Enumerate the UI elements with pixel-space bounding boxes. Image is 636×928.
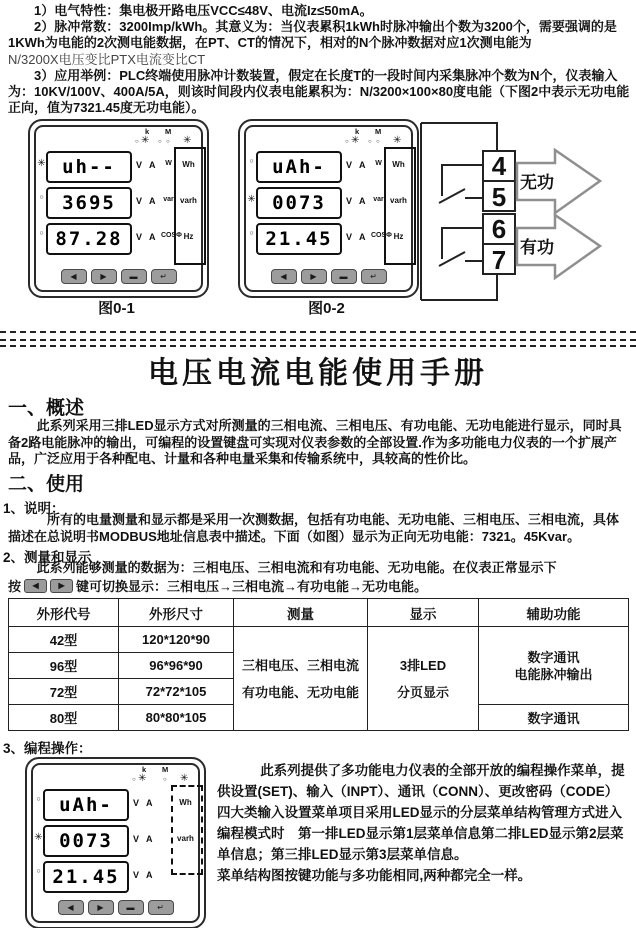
mega-label: M (162, 765, 169, 774)
unit-label: A (146, 834, 153, 844)
enter-button: ↵ (361, 269, 387, 284)
unit-label: V (133, 870, 140, 880)
aux-line1: 数字通讯 (527, 649, 580, 665)
meter-button-row (246, 269, 411, 284)
meter-panel (244, 125, 413, 292)
mega-label: M (165, 127, 172, 136)
reactive-label: 无功 (520, 173, 554, 192)
col-header-display: 显示 (368, 599, 479, 627)
set-button: ▬ (121, 269, 147, 284)
terminal-number: 7 (491, 245, 507, 275)
key-line-prefix: 按 (8, 579, 22, 594)
unit-label: A (359, 160, 366, 170)
unit-label-boxed: Wh (392, 160, 405, 169)
dimensions-cell: 96*96*90 (119, 653, 234, 679)
model-code-cell: 72型 (9, 679, 119, 705)
programming-paragraph-1: 此系列提供了多功能电力仪表的全部开放的编程操作菜单，提供设置(SET)、输入（INPT）、通讯（CONN）、更改密码（CODE）四大类输入设置菜单项目采用LED显示的分层菜单结构管理方式进入编程模式时 第一排LED显示第1层菜单信息第二排LED显示第2层菜单信息；第三排LED显示第3层菜单信息。 (217, 763, 625, 862)
meter-button-row (36, 269, 201, 284)
intro-paragraph-2: 2）脉冲常数：3200Imp/kWh。其意义为：当仪表累积1kWh时脉冲输出个数为3200个，需要强调的是1KWh为电能的2次测电能数据，在PT、CT的情况下，相对的N个脉冲数据对应1次测电能为 (8, 19, 617, 51)
meter-unit-indicators (36, 127, 201, 149)
unit-label: V (133, 834, 140, 844)
wire (421, 274, 497, 300)
dot-indicator-icon: ○ (376, 139, 380, 145)
right-arrow-button: ▶ (91, 269, 117, 284)
kilo-label: k (355, 127, 360, 136)
dot-indicator-icon: ○ (36, 796, 41, 803)
unit-label: A (359, 232, 366, 242)
lcd-display-row1: uAh- (256, 151, 342, 183)
right-arrow-button: ▶ (50, 579, 73, 593)
meter-figure-0-1 (28, 119, 209, 298)
lcd-display-row3: 21.45 (43, 861, 129, 893)
table-header-row (9, 599, 629, 627)
dot-indicator-icon: ○ (36, 868, 41, 875)
col-header-aux-function: 辅助功能 (479, 599, 629, 627)
dot-indicator-icon: ○ (368, 139, 372, 145)
unit-label-boxed: Wh (182, 160, 195, 169)
set-button: ▬ (118, 900, 144, 915)
page-title: 电压电流电能使用手册 (148, 357, 488, 390)
right-arrow-button: ▶ (301, 269, 327, 284)
enter-button: ↵ (151, 269, 177, 284)
dot-indicator-icon: ○ (135, 139, 139, 145)
flash-indicator-icon: ✳ (180, 773, 189, 784)
unit-label: V (136, 160, 143, 170)
unit-label: A (149, 232, 156, 242)
figure-caption-0-2: 图0-2 (308, 300, 345, 317)
aux-function-cell (479, 627, 629, 705)
unit-label-boxed: varh (390, 196, 407, 205)
dashed-divider (0, 331, 636, 333)
unit-label: V (346, 196, 353, 206)
aux-line2: 电能脉冲输出 (514, 666, 593, 682)
dimensions-cell: 72*72*105 (119, 679, 234, 705)
unit-label: COSΦ (161, 232, 182, 239)
unit-label: V (133, 798, 140, 808)
enter-button: ↵ (148, 900, 174, 915)
key-switch-line (8, 576, 630, 595)
unit-label: A (359, 196, 366, 206)
meter-figure-programming (25, 757, 206, 928)
dot-indicator-icon: ○ (158, 139, 162, 145)
left-arrow-button: ◀ (24, 579, 47, 593)
dot-indicator-icon: ○ (249, 230, 254, 237)
measurement-line1: 三相电压、三相电流 (241, 657, 359, 673)
unit-label: V (346, 160, 353, 170)
terminal-number: 6 (491, 214, 507, 244)
meter-figure-0-2 (238, 119, 419, 298)
meter-panel (34, 125, 203, 292)
model-code-cell: 80型 (9, 705, 119, 731)
dashed-divider (0, 339, 636, 341)
wire (421, 123, 497, 151)
unit-label: V (136, 232, 143, 242)
display-line1: 3排LED (399, 657, 447, 673)
pulse-output-wiring-diagram (420, 110, 636, 306)
flash-indicator-icon: ✳ (37, 158, 46, 169)
right-arrow-button: ▶ (88, 900, 114, 915)
display-line2: 分页显示 (396, 684, 449, 700)
unit-label-boxed: Hz (393, 232, 404, 241)
subsection-heading-programming: 3、编程操作： (3, 741, 92, 756)
lcd-display-row1: uh-- (46, 151, 132, 183)
description-paragraph: 所有的电量测量和显示都是采用一次测数据，包括有功电能、无功电能、三相电压、三相电流，具体描述在总说明书MODBUS地址信息表中描述。下面（如图）显示为正向无功电能：7321。45Kvar。 (8, 512, 620, 544)
meter-unit-indicators (33, 765, 198, 787)
dot-indicator-icon: ○ (166, 139, 170, 145)
lcd-display-row2: 3695 (46, 187, 132, 219)
measurement-line2: 有功电能、无功电能 (241, 684, 359, 700)
dot-indicator-icon: ○ (132, 777, 136, 783)
section-heading-usage: 二、使用 (8, 474, 85, 495)
intro-block (8, 3, 632, 116)
intro-paragraph-4: 3）应用举例：PLC终端使用脉冲计数装置，假定在长度T的一段时间内采集脉冲个数为N个，仪表输入为：10KV/100V、400A/5A，则该时间段内仪表电能累积为：N/3200×100×80度电能（下图2中表示无功电能正向，值为7321.45度无功电能）。 (8, 67, 630, 116)
dot-indicator-icon: ○ (345, 139, 349, 145)
model-spec-table (8, 598, 629, 731)
dashed-divider (0, 345, 636, 347)
unit-label: V (136, 196, 143, 206)
unit-label: A (146, 798, 153, 808)
unit-label: A (146, 870, 153, 880)
subsection-heading-measure-display: 2、测量和显示 (3, 550, 92, 565)
unit-label-boxed: varh (177, 834, 194, 843)
flash-indicator-icon: ✳ (393, 135, 402, 146)
intro-paragraph-1: 1）电气特性：集电极开路电压VCC≤48V、电流Iz≤50mA。 (34, 3, 373, 18)
set-button: ▬ (331, 269, 357, 284)
unit-label: W (165, 160, 172, 167)
aux-function-cell-row4: 数字通讯 (479, 705, 629, 731)
left-arrow-button: ◀ (58, 900, 84, 915)
unit-label-boxed: Wh (179, 798, 192, 807)
meter-unit-indicators (246, 127, 411, 149)
dot-indicator-icon: ○ (39, 230, 44, 237)
lcd-display-row2: 0073 (43, 825, 129, 857)
meter-button-row (33, 900, 198, 915)
intro-paragraph-3: N/3200X电压变比PTX电流变比CT (8, 51, 206, 67)
terminal-number: 5 (491, 182, 507, 212)
terminal-number: 4 (491, 151, 507, 181)
lcd-display-row3: 87.28 (46, 223, 132, 255)
flash-indicator-icon: ✳ (138, 773, 147, 784)
col-header-dimensions: 外形尺寸 (119, 599, 234, 627)
flash-indicator-icon: ✳ (247, 194, 256, 205)
flash-indicator-icon: ✳ (34, 832, 43, 843)
overview-paragraph: 此系列采用三排LED显示方式对所测量的三相电流、三相电压、有功电能、无功电能进行显示，同时具备2路电能脉冲的输出，可编程的设置键盘可实现对仪表参数的全部设置.作为多功能电力仪表的一个扩展产品，广泛应用于各种配电、计量和各种电量采集和传输系统中，具较高的性价比。 (8, 418, 622, 466)
model-code-cell: 42型 (9, 627, 119, 653)
unit-label: W (375, 160, 382, 167)
dimensions-cell: 80*80*105 (119, 705, 234, 731)
left-arrow-button: ◀ (271, 269, 297, 284)
unit-label: var (373, 196, 384, 203)
subsection-heading-description: 1、说明： (3, 501, 65, 516)
dot-indicator-icon: ○ (249, 158, 254, 165)
model-code-cell: 96型 (9, 653, 119, 679)
table-row (9, 627, 629, 653)
lcd-display-row2: 0073 (256, 187, 342, 219)
key-line-suffix: 键可切换显示：三相电压→三相电流→有功电能→无功电能。 (76, 579, 428, 594)
kilo-label: k (142, 765, 147, 774)
lcd-display-row3: 21.45 (256, 223, 342, 255)
measure-display-line1: 此系列能够测量的数据为：三相电压、三相电流和有功电能、无功电能。在仪表正常显示下 (36, 560, 557, 575)
unit-label: A (149, 196, 156, 206)
spacer (234, 674, 367, 684)
spacer (368, 674, 478, 684)
unit-label-boxed: varh (180, 196, 197, 205)
unit-label: A (149, 160, 156, 170)
unit-label: var (163, 196, 174, 203)
flash-indicator-icon: ✳ (141, 135, 150, 146)
active-label: 有功 (520, 238, 554, 257)
flash-indicator-icon: ✳ (183, 135, 192, 146)
unit-label-boxed: Hz (183, 232, 194, 241)
left-arrow-button: ◀ (61, 269, 87, 284)
lcd-display-row1: uAh- (43, 789, 129, 821)
flash-indicator-icon: ✳ (351, 135, 360, 146)
programming-text-block (217, 760, 629, 886)
measurement-cell (234, 627, 368, 731)
unit-label: V (346, 232, 353, 242)
meter-panel (31, 763, 200, 923)
programming-paragraph-2: 菜单结构图按键功能与多功能相同,两种都完全一样。 (217, 868, 532, 883)
figure-caption-0-1: 图0-1 (98, 300, 135, 317)
dimensions-cell: 120*120*90 (119, 627, 234, 653)
mega-label: M (375, 127, 382, 136)
display-cell (368, 627, 479, 731)
unit-label: COSΦ (371, 232, 392, 239)
section-heading-overview: 一、概述 (8, 398, 85, 419)
col-header-model-code: 外形代号 (9, 599, 119, 627)
dot-indicator-icon: ○ (163, 777, 167, 783)
col-header-measurement: 测量 (234, 599, 368, 627)
kilo-label: k (145, 127, 150, 136)
dot-indicator-icon: ○ (39, 194, 44, 201)
